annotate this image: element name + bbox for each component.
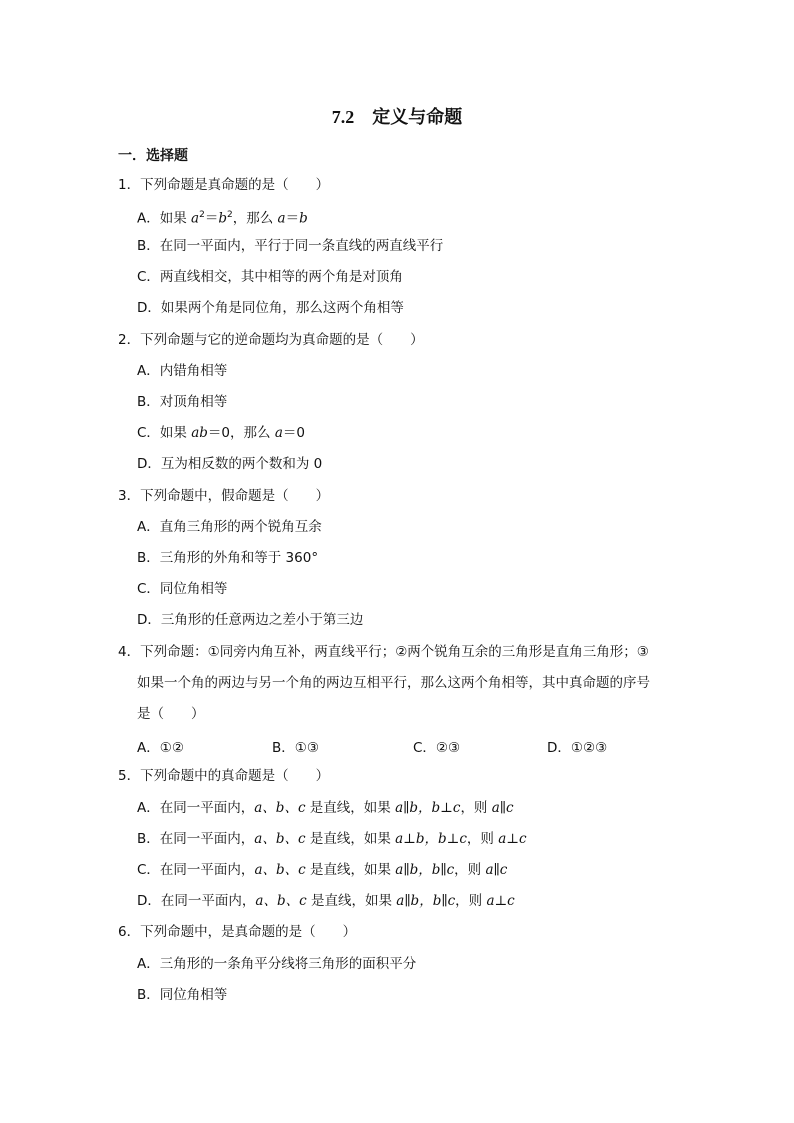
question-2-option-a: A．内错角相等 — [137, 363, 228, 379]
question-4-stem-line-1: 4．下列命题：①同旁内角互补，两直线平行；②两个锐角互余的三角形是直角三角形；③ — [118, 644, 649, 660]
section-heading: 一．选择题 — [118, 148, 188, 164]
question-3-option-c: C．同位角相等 — [137, 581, 228, 597]
question-4-option-d: D．①②③ — [547, 740, 608, 756]
question-4-option-b: B．①③ — [272, 740, 319, 756]
question-2-option-d: D．互为相反数的两个数和为 0 — [137, 456, 323, 472]
question-1-stem: 1．下列命题是真命题的是（ ） — [118, 177, 330, 193]
question-3-option-b: B．三角形的外角和等于 360° — [137, 550, 319, 566]
question-5-option-c: C．在同一平面内，a、b、c 是直线，如果 a∥b，b∥c，则 a∥c — [137, 862, 508, 878]
title-text: 定义与命题 — [372, 107, 463, 128]
question-2-option-b: B．对顶角相等 — [137, 394, 228, 410]
question-3-stem: 3．下列命题中，假命题是（ ） — [118, 488, 330, 504]
question-1-option-b: B．在同一平面内，平行于同一条直线的两直线平行 — [137, 238, 444, 254]
question-6-stem: 6．下列命题中，是真命题的是（ ） — [118, 924, 357, 940]
question-4-stem-line-2: 如果一个角的两边与另一个角的两边互相平行，那么这两个角相等，其中真命题的序号 — [137, 675, 650, 691]
question-5-option-a: A．在同一平面内，a、b、c 是直线，如果 a∥b，b⊥c，则 a∥c — [137, 800, 514, 816]
question-6-option-b: B．同位角相等 — [137, 987, 228, 1003]
title-number: 7.2 — [331, 107, 355, 127]
question-1-option-d: D．如果两个角是同位角，那么这两个角相等 — [137, 300, 404, 316]
question-4-option-c: C．②③ — [413, 740, 461, 756]
page-title — [0, 103, 794, 129]
question-4-stem-line-3: 是（ ） — [137, 706, 205, 722]
question-3-option-d: D．三角形的任意两边之差小于第三边 — [137, 612, 364, 628]
question-2-stem: 2．下列命题与它的逆命题均为真命题的是（ ） — [118, 332, 424, 348]
question-1-option-c: C．两直线相交，其中相等的两个角是对顶角 — [137, 269, 403, 285]
question-5-stem: 5．下列命题中的真命题是（ ） — [118, 768, 330, 784]
question-4-option-a: A．①② — [137, 740, 184, 756]
question-1-option-a: A．如果 $a^2=b^2$，那么 a＝b — [137, 210, 308, 227]
question-2-option-c: C．如果 ab＝0，那么 a＝0 — [137, 425, 305, 441]
question-5-option-d: D．在同一平面内，a、b、c 是直线，如果 a∥b，b∥c，则 a⊥c — [137, 893, 515, 909]
question-5-option-b: B．在同一平面内，a、b、c 是直线，如果 a⊥b，b⊥c，则 a⊥c — [137, 831, 527, 847]
question-3-option-a: A．直角三角形的两个锐角互余 — [137, 519, 322, 535]
question-6-option-a: A．三角形的一条角平分线将三角形的面积平分 — [137, 956, 417, 972]
